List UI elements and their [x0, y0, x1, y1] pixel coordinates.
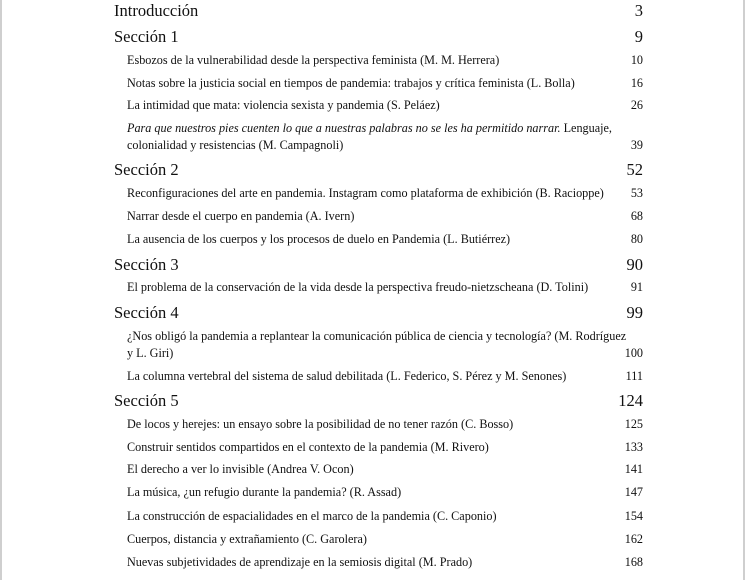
section-2-page: 52 [626, 160, 643, 179]
toc-entry-page: 141 [624, 462, 643, 476]
toc-entry[interactable]: Construir sentidos compartidos en el contexto de la pandemia (M. Rivero) [127, 440, 489, 454]
toc-entry-page: 10 [630, 53, 643, 67]
section-3-page: 90 [626, 255, 643, 274]
toc-entry[interactable]: De locos y herejes: un ensayo sobre la posibilidad de no tener razón (C. Bosso) [127, 417, 514, 431]
toc-entry[interactable]: La columna vertebral del sistema de salud debilitada (L. Federico, S. Pérez y M. Senones) [127, 369, 567, 383]
page-left-shadow [0, 0, 2, 580]
intro-title[interactable]: Introducción [114, 1, 199, 20]
toc-entry-italic-title: Para que nuestros pies cuenten lo que a nuestras palabras no se les ha permitido narrar. [127, 121, 561, 135]
toc-entry[interactable]: ¿Nos obligó la pandemia a replantear la comunicación pública de ciencia y tecnología? (M. Rodríguez [127, 329, 627, 343]
section-1-page: 9 [634, 27, 643, 46]
toc-entry-continuation[interactable]: y L. Giri) [127, 346, 174, 360]
toc-entry-page: 53 [630, 186, 643, 200]
toc-entry[interactable]: El problema de la conservación de la vida desde la perspectiva freudo-nietzscheana (D. Tolini) [127, 280, 589, 294]
toc-entry-page: 80 [630, 232, 643, 246]
section-4-title[interactable]: Sección 4 [114, 303, 179, 322]
toc-entry-page: 162 [624, 532, 643, 546]
toc-entry[interactable]: La intimidad que mata: violencia sexista y pandemia (S. Peláez) [127, 98, 440, 112]
toc-entry[interactable]: Reconfiguraciones del arte en pandemia. Instagram como plataforma de exhibición (B. Racioppe) [127, 186, 604, 200]
toc-entry-page: 154 [624, 509, 643, 523]
toc-entry-page: 68 [630, 209, 643, 223]
toc-entry-page: 39 [630, 138, 643, 152]
toc-entry[interactable]: La música, ¿un refugio durante la pandemia? (R. Assad) [127, 485, 402, 499]
section-2-title[interactable]: Sección 2 [114, 160, 179, 179]
toc-entry-page: 168 [624, 555, 643, 569]
toc-entry-page: 91 [630, 280, 643, 294]
toc-entry[interactable]: Narrar desde el cuerpo en pandemia (A. Ivern) [127, 209, 355, 223]
toc-entry-page: 16 [630, 76, 643, 90]
section-1-title[interactable]: Sección 1 [114, 27, 179, 46]
toc-entry[interactable]: Esbozos de la vulnerabilidad desde la perspectiva feminista (M. M. Herrera) [127, 53, 500, 67]
toc-entry-page: 111 [625, 369, 643, 383]
toc-entry-page: 147 [624, 485, 643, 499]
toc-entry-page: 26 [630, 98, 643, 112]
toc-entry[interactable]: Nuevas subjetividades de aprendizaje en la semiosis digital (M. Prado) [127, 555, 473, 569]
toc-entry[interactable]: Cuerpos, distancia y extrañamiento (C. Garolera) [127, 532, 367, 546]
toc-entry-page: 100 [624, 346, 643, 360]
toc-entry-page: 125 [624, 417, 643, 431]
toc-entry[interactable]: El derecho a ver lo invisible (Andrea V. Ocon) [127, 462, 354, 476]
toc-entry-title-rest: Lenguaje, [560, 121, 612, 135]
section-5-title[interactable]: Sección 5 [114, 391, 179, 410]
toc-entry[interactable] [127, 121, 612, 136]
intro-page: 3 [634, 1, 643, 20]
section-4-page: 99 [626, 303, 643, 322]
toc-entry-continuation[interactable]: colonialidad y resistencias (M. Campagnoli) [127, 138, 344, 152]
toc-entry-page: 133 [624, 440, 643, 454]
toc-entry[interactable]: Notas sobre la justicia social en tiempos de pandemia: trabajos y crítica feminista (L. Bolla) [127, 76, 575, 90]
toc-entry[interactable]: La ausencia de los cuerpos y los procesos de duelo en Pandemia (L. Butiérrez) [127, 232, 511, 246]
section-3-title[interactable]: Sección 3 [114, 255, 179, 274]
toc-entry[interactable]: La construcción de espacialidades en el marco de la pandemia (C. Caponio) [127, 509, 497, 523]
section-5-page: 124 [618, 391, 643, 410]
